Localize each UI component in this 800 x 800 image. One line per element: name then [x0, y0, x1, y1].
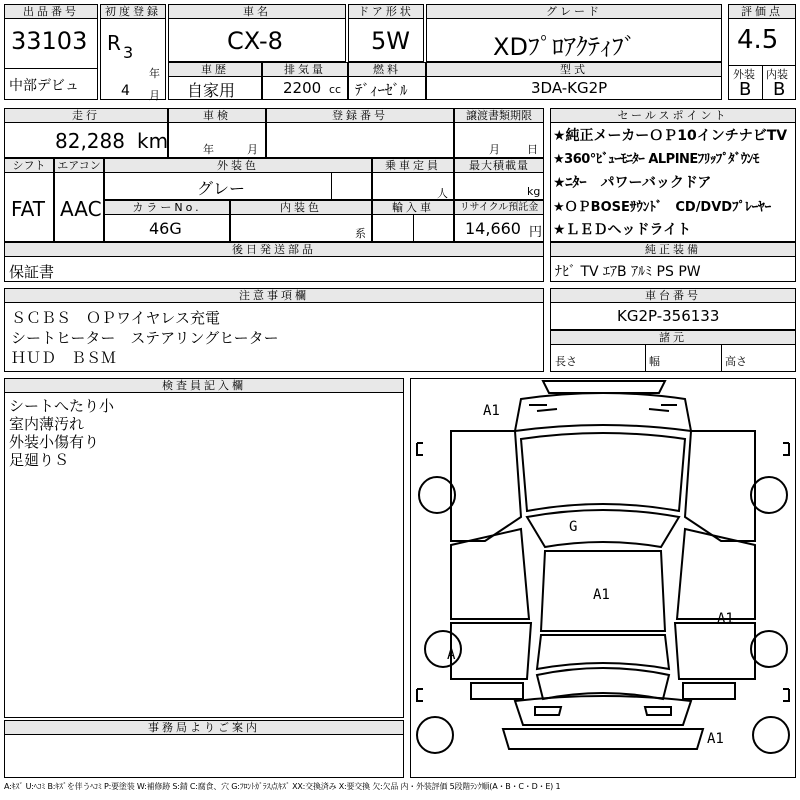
- door-label: ドア形状: [349, 5, 423, 19]
- recycle-label: リサイクル預託金: [455, 201, 543, 215]
- max-load-unit: kg: [527, 185, 541, 198]
- fuel-box: [348, 62, 426, 100]
- ext-color-box: [104, 158, 372, 200]
- later-parts-label: 後日発送部品: [5, 243, 543, 257]
- mileage-unit: km: [137, 129, 169, 153]
- mileage-box: [4, 108, 168, 158]
- chassis-box: [550, 288, 796, 330]
- max-load-box: [454, 158, 544, 200]
- inspector-line: 外装小傷有り: [9, 433, 100, 451]
- int-value: B: [773, 79, 786, 100]
- transfer-day-unit: 日: [527, 143, 538, 156]
- capacity-label: 乗車定員: [373, 159, 453, 173]
- sales-point-item: ★360°ﾋﾞｭｰﾓﾆﾀｰ ALPINEﾌﾘｯﾌﾟﾀﾞｳﾝﾓ: [553, 152, 759, 167]
- notes-line: ＨＵＤ ＢＳＭ: [11, 349, 117, 367]
- history-label: 車歴: [169, 63, 261, 77]
- import-box: [372, 200, 454, 242]
- first-reg-box: [100, 4, 166, 100]
- int-color-unit: 系: [355, 227, 366, 240]
- recycle-unit: 円: [529, 225, 543, 240]
- lot-note: 中部デビュ: [9, 78, 79, 94]
- rating-value: 4.5: [737, 25, 779, 55]
- reg-no-label: 登録番号: [267, 109, 453, 123]
- recycle-value: 14,660: [465, 219, 521, 238]
- color-no-label: カラーNo.: [105, 201, 229, 215]
- inspector-line: シートへたり小: [9, 397, 115, 415]
- shift-box: [4, 158, 54, 242]
- int-color-label: 内装色: [231, 201, 371, 215]
- equipment-box: [550, 242, 796, 282]
- first-reg-era: R: [107, 31, 121, 55]
- shift-label: シフト: [5, 159, 53, 173]
- notes-box: [4, 288, 544, 372]
- sales-point-item: ★純正メーカーＯＰ10インチナビTV: [553, 128, 788, 144]
- first-reg-label: 初度登録: [101, 5, 165, 19]
- displacement-label: 排気量: [263, 63, 347, 77]
- dims-width: 幅: [649, 355, 660, 368]
- chassis-value: KG2P-356133: [617, 307, 720, 325]
- first-reg-year-unit: 年: [149, 67, 160, 80]
- grade-value: XDﾌﾟﾛｱｸﾃｨﾌﾞ: [493, 33, 636, 61]
- inspector-box: [4, 378, 404, 718]
- ext-value: B: [739, 79, 752, 100]
- shift-value: FAT: [11, 197, 46, 221]
- model-label: 型式: [427, 63, 721, 77]
- displacement-value: 2200: [283, 79, 322, 97]
- history-box: [168, 62, 262, 100]
- damage-mark-a1-right: A1: [717, 611, 734, 627]
- equipment-value: ﾅﾋﾞ TV ｴｱB ｱﾙﾐ PS PW: [555, 264, 701, 280]
- sales-point-item: ★ＯＰBOSEｻｳﾝﾄﾞ CD/DVDﾌﾟﾚｰﾔｰ: [553, 200, 772, 215]
- later-parts-value: 保証書: [9, 263, 55, 281]
- damage-mark-a1-top: A1: [483, 403, 500, 419]
- reg-no-box: [266, 108, 454, 158]
- equipment-label: 純正装備: [551, 243, 795, 257]
- capacity-unit: 人: [437, 187, 448, 200]
- notes-label: 注意事項欄: [5, 289, 543, 303]
- car-name-label: 車名: [169, 5, 345, 19]
- car-name-box: [168, 4, 346, 62]
- door-value: 5W: [371, 27, 410, 55]
- chassis-label: 車台番号: [551, 289, 795, 303]
- inspection-box: [168, 108, 266, 158]
- model-value: 3DA-KG2P: [531, 79, 608, 97]
- car-diagram: [411, 379, 795, 777]
- lot-box: [4, 4, 98, 100]
- later-parts-box: [4, 242, 544, 282]
- car-diagram-box: [410, 378, 796, 778]
- first-reg-month-unit: 月: [149, 89, 160, 102]
- max-load-label: 最大積載量: [455, 159, 543, 173]
- inspector-line: 足廻りＳ: [9, 451, 70, 469]
- lot-label: 出品番号: [5, 5, 97, 19]
- rating-box: [728, 4, 796, 100]
- door-box: [348, 4, 424, 62]
- sales-points-label: セールスポイント: [551, 109, 795, 123]
- color-no-box: [104, 200, 230, 242]
- damage-mark-a1-bottom: A1: [707, 731, 724, 747]
- inspector-label: 検査員記入欄: [5, 379, 403, 393]
- fuel-label: 燃料: [349, 63, 425, 77]
- legend: A:ｷｽﾞ U:ﾍｺﾐ B:ｷｽﾞを伴うﾍｺﾐ P:要塗装 W:補修跡 S:錆 C:腐食、穴 G:ﾌﾛﾝﾄｶﾞﾗｽ点ｷｽﾞ XX:交換済み X:要交換 欠:欠品 内・外装評価 5段階ﾗﾝｸ順(A・B・C・D・E) 1: [4, 782, 561, 791]
- transfer-box: [454, 108, 544, 158]
- office-label: 事務局よりご案内: [5, 721, 403, 735]
- sales-point-item: ★ＬＥＤヘッドライト: [553, 222, 692, 238]
- first-reg-month: 4: [121, 83, 130, 99]
- damage-mark-a: A: [447, 647, 456, 663]
- office-box: [4, 720, 404, 778]
- history-value: 自家用: [187, 81, 236, 100]
- inspection-month-unit: 月: [247, 143, 258, 156]
- ext-color-value: グレー: [197, 179, 246, 198]
- displacement-unit: cc: [329, 83, 342, 96]
- grade-label: グレード: [427, 5, 721, 19]
- inspection-year-unit: 年: [203, 143, 214, 156]
- dims-length: 長さ: [555, 355, 577, 368]
- recycle-box: [454, 200, 544, 242]
- color-no-value: 46G: [149, 219, 182, 238]
- inspector-line: 室内薄汚れ: [9, 415, 85, 433]
- ext-color-label: 外装色: [105, 159, 371, 173]
- import-label: 輸入車: [373, 201, 453, 215]
- inspection-label: 車検: [169, 109, 265, 123]
- aircon-value: AAC: [60, 197, 102, 221]
- notes-line: シートヒーター ステアリングヒーター: [11, 329, 279, 347]
- displacement-box: [262, 62, 348, 100]
- rating-label: 評価点: [729, 5, 795, 19]
- model-box: [426, 62, 722, 100]
- aircon-box: [54, 158, 104, 242]
- dims-label: 諸元: [551, 331, 795, 345]
- mileage-label: 走行: [5, 109, 167, 123]
- sales-point-item: ★ﾆﾀｰ パワーバックドア: [553, 175, 712, 191]
- ext-label: 外装: [733, 68, 755, 81]
- transfer-month-unit: 月: [489, 143, 500, 156]
- sales-points-box: [550, 108, 796, 242]
- fuel-value: ﾃﾞｨｰｾﾞﾙ: [355, 81, 408, 99]
- int-color-box: [230, 200, 372, 242]
- transfer-label: 譲渡書類期限: [455, 109, 543, 123]
- aircon-label: エアコン: [55, 159, 103, 173]
- dims-box: [550, 330, 796, 372]
- first-reg-year: 3: [123, 43, 134, 62]
- int-label: 内装: [766, 68, 788, 81]
- damage-mark-a1-center: A1: [593, 587, 610, 603]
- lot-number: 33103: [11, 27, 88, 55]
- mileage-value: 82,288: [55, 129, 125, 153]
- grade-box: [426, 4, 722, 62]
- car-name-value: CX-8: [227, 27, 283, 55]
- notes-line: ＳＣＢＳ ＯＰワイヤレス充電: [11, 309, 220, 327]
- capacity-box: [372, 158, 454, 200]
- damage-mark-g: G: [569, 519, 578, 535]
- dims-height: 高さ: [725, 355, 747, 368]
